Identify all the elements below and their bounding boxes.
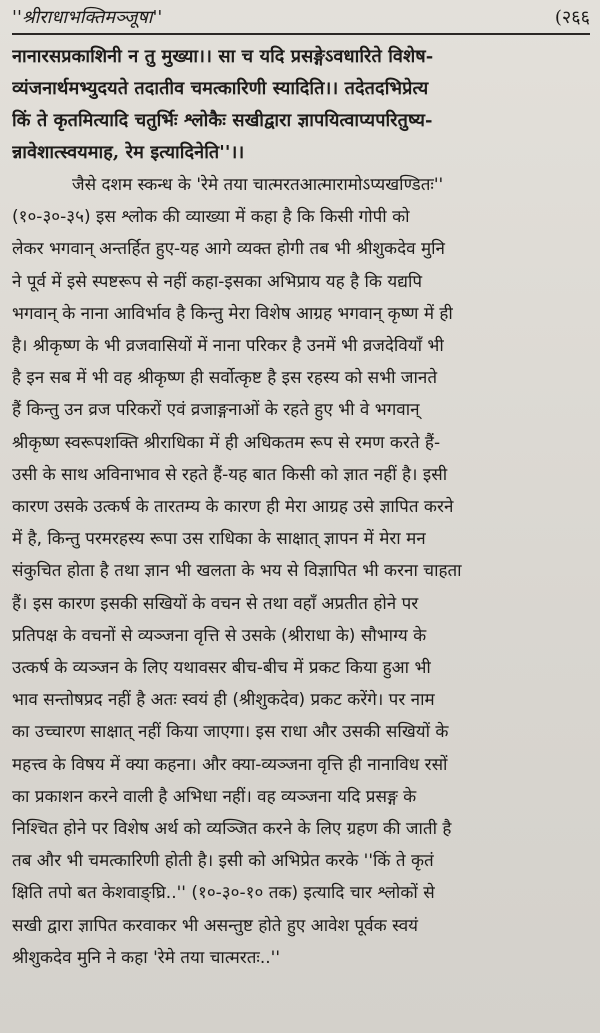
body-line: है इन सब में भी वह श्रीकृष्ण ही सर्वोत्कृष्ट है इस रहस्य को सभी जानते xyxy=(12,368,438,389)
hindi-commentary xyxy=(12,169,590,974)
sanskrit-passage xyxy=(12,41,590,169)
sanskrit-line: नानारसप्रकाशिनी न तु मुख्या।। सा च यदि प्रसङ्गेऽवधारिते विशेष- xyxy=(12,46,434,67)
body-line: महत्त्व के विषय में क्या कहना। और क्या-व्यञ्जना वृत्ति ही नानाविध रसों xyxy=(12,754,448,775)
body-line: कारण उसके उत्कर्ष के तारतम्य के कारण ही मेरा आग्रह उसे ज्ञापित करने xyxy=(12,497,454,518)
running-header xyxy=(12,6,590,30)
body-line: सखी द्वारा ज्ञापित करवाकर भी असन्तुष्ट होते हुए आवेश पूर्वक स्वयं xyxy=(12,915,419,936)
body-line: क्षिति तपो बत केशवाङ्घ्रि..'' (१०-३०-१० तक) इत्यादि चार श्लोकों से xyxy=(12,883,435,904)
body-line: श्रीकृष्ण स्वरूपशक्ति श्रीराधिका में ही अधिकतम रूप से रमण करते हैं- xyxy=(12,432,441,453)
body-line: तब और भी चमत्कारिणी होती है। इसी को अभिप्रेत करके ''किं ते कृतं xyxy=(12,851,434,872)
body-line: भाव सन्तोषप्रद नहीं है अतः स्वयं ही (श्रीशुकदेव) प्रकट करेंगे। पर नाम xyxy=(12,690,435,711)
body-line: का उच्चारण साक्षात् नहीं किया जाएगा। इस राधा और उसकी सखियों के xyxy=(12,722,449,743)
body-line: हैं किन्तु उन व्रज परिकरों एवं व्रजाङ्गनाओं के रहते हुए भी वे भगवान् xyxy=(12,400,420,421)
book-title: ''श्रीराधाभक्तिमञ्जूषा'' xyxy=(12,7,163,28)
body-line: भगवान् के नाना आविर्भाव है किन्तु मेरा विशेष आग्रह भगवान् कृष्ण में ही xyxy=(12,303,453,324)
body-line: प्रतिपक्ष के वचनों से व्यञ्जना वृत्ति से उसके (श्रीराधा के) सौभाग्य के xyxy=(12,625,427,646)
sanskrit-line: न्नावेशात्स्वयमाह, रेम इत्यादिनेति''।। xyxy=(12,142,245,163)
body-line: निश्चित होने पर विशेष अर्थ को व्यञ्जित करने के लिए ग्रहण की जाती है xyxy=(12,819,452,840)
body-line: लेकर भगवान् अन्तर्हित हुए-यह आगे व्यक्त होगी तब भी श्रीशुकदेव मुनि xyxy=(12,239,445,260)
body-line: ने पूर्व में इसे स्पष्टरूप से नहीं कहा-इसका अभिप्राय यह है कि यद्यपि xyxy=(12,271,423,292)
body-line: (१०-३०-३५) इस श्लोक की व्याख्या में कहा है कि किसी गोपी को xyxy=(12,207,410,228)
body-line: संकुचित होता है तथा ज्ञान भी खलता के भय से विज्ञापित भी करना चाहता xyxy=(12,561,462,582)
header-rule xyxy=(12,33,590,35)
body-line: श्रीशुकदेव मुनि ने कहा 'रेमे तया चात्मरतः..'' xyxy=(12,947,280,968)
body-line: उसी के साथ अविनाभाव से रहते हैं-यह बात किसी को ज्ञात नहीं है। इसी xyxy=(12,464,448,485)
body-line: जैसे दशम स्कन्ध के 'रेमे तया चात्मरतआत्मारामोऽप्यखण्डितः'' xyxy=(72,175,444,195)
sanskrit-line: किं ते कृतमित्यादि चतुर्भिः श्लोकैः सखीद्वारा ज्ञापयित्वाप्यपरितुष्य- xyxy=(12,110,433,131)
body-line: का प्रकाशन करने वाली है अभिधा नहीं। वह व्यञ्जना यदि प्रसङ्ग के xyxy=(12,786,417,807)
sanskrit-line: व्यंजनार्थमभ्युदयते तदातीव चमत्कारिणी स्यादिति।। तदेतदभिप्रेत्य xyxy=(12,78,429,99)
page-number: (२६६ xyxy=(554,7,590,28)
body-line: उत्कर्ष के व्यञ्जन के लिए यथावसर बीच-बीच में प्रकट किया हुआ भी xyxy=(12,658,431,679)
body-line: हैं। इस कारण इसकी सखियों के वचन से तथा वहाँ अप्रतीत होने पर xyxy=(12,593,419,614)
body-line: में है, किन्तु परमरहस्य रूपा उस राधिका के साक्षात् ज्ञापन में मेरा मन xyxy=(12,529,426,550)
body-line: है। श्रीकृष्ण के भी व्रजवासियों में नाना परिकर है उनमें भी व्रजदेवियाँ भी xyxy=(12,336,444,357)
